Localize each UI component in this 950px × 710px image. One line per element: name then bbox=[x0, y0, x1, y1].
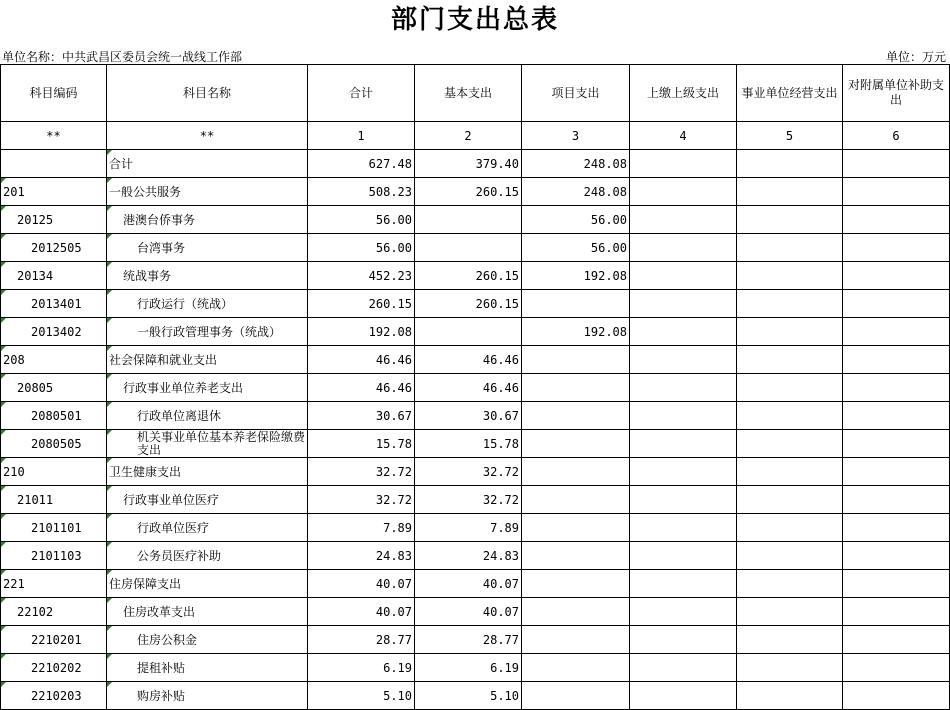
cell-marker-icon bbox=[1, 542, 6, 547]
cell-marker-icon bbox=[1, 654, 6, 659]
cell-marker-icon bbox=[1, 598, 6, 603]
cell-marker-icon bbox=[1, 486, 6, 491]
row-basic: 260.15 bbox=[415, 262, 522, 290]
row-total: 452.23 bbox=[308, 262, 415, 290]
row-total: 5.10 bbox=[308, 682, 415, 710]
row-name: 行政单位医疗 bbox=[107, 514, 308, 542]
index-cell: ** bbox=[1, 122, 107, 150]
table-row bbox=[1, 206, 950, 234]
row-code: 20134 bbox=[1, 262, 107, 290]
row-project bbox=[522, 486, 630, 514]
row-remit bbox=[630, 654, 737, 682]
row-operation bbox=[737, 178, 843, 206]
cell-marker-icon bbox=[107, 542, 112, 547]
row-subsidy bbox=[843, 150, 950, 178]
row-subsidy bbox=[843, 486, 950, 514]
row-name: 公务员医疗补助 bbox=[107, 542, 308, 570]
row-name: 行政事业单位医疗 bbox=[107, 486, 308, 514]
row-code: 2101101 bbox=[1, 514, 107, 542]
cell-marker-icon bbox=[107, 374, 112, 379]
row-project bbox=[522, 598, 630, 626]
row-remit bbox=[630, 374, 737, 402]
row-remit bbox=[630, 626, 737, 654]
row-operation bbox=[737, 318, 843, 346]
cell-marker-icon bbox=[107, 654, 112, 659]
table-body bbox=[1, 150, 950, 710]
cell-marker-icon bbox=[107, 570, 112, 575]
table-row bbox=[1, 430, 950, 458]
row-remit bbox=[630, 598, 737, 626]
cell-marker-icon bbox=[107, 458, 112, 463]
row-code: 2210203 bbox=[1, 682, 107, 710]
row-remit bbox=[630, 150, 737, 178]
cell-marker-icon bbox=[1, 682, 6, 687]
row-code: 2013402 bbox=[1, 318, 107, 346]
row-project bbox=[522, 346, 630, 374]
unit-label: 单位：万元 bbox=[885, 50, 946, 64]
cell-marker-icon bbox=[1, 570, 6, 575]
cell-marker-icon bbox=[1, 514, 6, 519]
table-row bbox=[1, 542, 950, 570]
header-code: 科目编码 bbox=[1, 65, 107, 122]
row-code: 22102 bbox=[1, 598, 107, 626]
row-name: 提租补贴 bbox=[107, 654, 308, 682]
row-remit bbox=[630, 486, 737, 514]
row-project: 56.00 bbox=[522, 234, 630, 262]
row-subsidy bbox=[843, 346, 950, 374]
row-total: 40.07 bbox=[308, 570, 415, 598]
row-remit bbox=[630, 346, 737, 374]
row-subsidy bbox=[843, 262, 950, 290]
row-code bbox=[1, 150, 107, 178]
row-subsidy bbox=[843, 542, 950, 570]
row-total: 28.77 bbox=[308, 626, 415, 654]
row-subsidy bbox=[843, 570, 950, 598]
cell-marker-icon bbox=[107, 682, 112, 687]
row-project: 56.00 bbox=[522, 206, 630, 234]
header-subsidy: 对附属单位补助支出 bbox=[843, 65, 950, 122]
row-project bbox=[522, 682, 630, 710]
index-cell: 4 bbox=[630, 122, 737, 150]
row-project bbox=[522, 290, 630, 318]
row-operation bbox=[737, 150, 843, 178]
row-code: 21011 bbox=[1, 486, 107, 514]
cell-marker-icon bbox=[1, 290, 6, 295]
row-basic bbox=[415, 318, 522, 346]
cell-marker-icon bbox=[107, 486, 112, 491]
table-row bbox=[1, 178, 950, 206]
header-name: 科目名称 bbox=[107, 65, 308, 122]
cell-marker-icon bbox=[107, 514, 112, 519]
table-row bbox=[1, 654, 950, 682]
row-basic: 40.07 bbox=[415, 570, 522, 598]
cell-marker-icon bbox=[107, 402, 112, 407]
row-remit bbox=[630, 542, 737, 570]
row-operation bbox=[737, 626, 843, 654]
row-basic: 30.67 bbox=[415, 402, 522, 430]
row-code: 20125 bbox=[1, 206, 107, 234]
row-remit bbox=[630, 430, 737, 458]
row-project: 248.08 bbox=[522, 150, 630, 178]
row-remit bbox=[630, 234, 737, 262]
row-remit bbox=[630, 458, 737, 486]
row-subsidy bbox=[843, 682, 950, 710]
row-basic: 32.72 bbox=[415, 458, 522, 486]
cell-marker-icon bbox=[107, 262, 112, 267]
row-remit bbox=[630, 206, 737, 234]
row-basic: 32.72 bbox=[415, 486, 522, 514]
row-name: 行政事业单位养老支出 bbox=[107, 374, 308, 402]
cell-marker-icon bbox=[107, 206, 112, 211]
row-remit bbox=[630, 514, 737, 542]
row-name: 卫生健康支出 bbox=[107, 458, 308, 486]
cell-marker-icon bbox=[107, 234, 112, 239]
row-subsidy bbox=[843, 374, 950, 402]
cell-marker-icon bbox=[1, 318, 6, 323]
row-name: 社会保障和就业支出 bbox=[107, 346, 308, 374]
row-code: 201 bbox=[1, 178, 107, 206]
row-basic: 15.78 bbox=[415, 430, 522, 458]
row-basic: 28.77 bbox=[415, 626, 522, 654]
header-row bbox=[1, 65, 950, 122]
row-total: 40.07 bbox=[308, 598, 415, 626]
row-project: 192.08 bbox=[522, 262, 630, 290]
row-code: 2210201 bbox=[1, 626, 107, 654]
row-remit bbox=[630, 570, 737, 598]
cell-marker-icon bbox=[107, 290, 112, 295]
expenditure-table bbox=[0, 64, 950, 710]
row-total: 15.78 bbox=[308, 430, 415, 458]
row-project bbox=[522, 626, 630, 654]
table-row bbox=[1, 318, 950, 346]
index-cell: 3 bbox=[522, 122, 630, 150]
row-subsidy bbox=[843, 626, 950, 654]
cell-marker-icon bbox=[107, 150, 112, 155]
row-subsidy bbox=[843, 206, 950, 234]
row-basic bbox=[415, 234, 522, 262]
row-project bbox=[522, 458, 630, 486]
row-operation bbox=[737, 598, 843, 626]
cell-marker-icon bbox=[107, 430, 112, 435]
row-remit bbox=[630, 402, 737, 430]
row-operation bbox=[737, 654, 843, 682]
cell-marker-icon bbox=[1, 234, 6, 239]
row-operation bbox=[737, 570, 843, 598]
cell-marker-icon bbox=[1, 178, 6, 183]
cell-marker-icon bbox=[1, 206, 6, 211]
cell-marker-icon bbox=[107, 598, 112, 603]
row-project: 192.08 bbox=[522, 318, 630, 346]
row-basic: 7.89 bbox=[415, 514, 522, 542]
row-project bbox=[522, 654, 630, 682]
cell-marker-icon bbox=[1, 374, 6, 379]
index-cell: 5 bbox=[737, 122, 843, 150]
row-subsidy bbox=[843, 458, 950, 486]
row-name: 统战事务 bbox=[107, 262, 308, 290]
row-total: 32.72 bbox=[308, 486, 415, 514]
cell-marker-icon bbox=[107, 346, 112, 351]
row-subsidy bbox=[843, 654, 950, 682]
row-name: 行政运行（统战） bbox=[107, 290, 308, 318]
row-total: 56.00 bbox=[308, 234, 415, 262]
table-row bbox=[1, 682, 950, 710]
table-row bbox=[1, 234, 950, 262]
row-operation bbox=[737, 262, 843, 290]
table-row bbox=[1, 150, 950, 178]
row-total: 192.08 bbox=[308, 318, 415, 346]
row-name: 住房改革支出 bbox=[107, 598, 308, 626]
cell-marker-icon bbox=[1, 262, 6, 267]
header-remit: 上缴上级支出 bbox=[630, 65, 737, 122]
unit-name: 单位名称：中共武昌区委员会统一战线工作部 bbox=[2, 50, 243, 64]
row-code: 221 bbox=[1, 570, 107, 598]
cell-marker-icon bbox=[107, 318, 112, 323]
row-basic: 24.83 bbox=[415, 542, 522, 570]
row-code: 2210202 bbox=[1, 654, 107, 682]
row-project bbox=[522, 374, 630, 402]
row-total: 627.48 bbox=[308, 150, 415, 178]
row-total: 508.23 bbox=[308, 178, 415, 206]
row-total: 30.67 bbox=[308, 402, 415, 430]
row-code: 2080505 bbox=[1, 430, 107, 458]
row-operation bbox=[737, 458, 843, 486]
cell-marker-icon bbox=[1, 430, 6, 435]
row-total: 56.00 bbox=[308, 206, 415, 234]
table-row bbox=[1, 486, 950, 514]
row-operation bbox=[737, 290, 843, 318]
row-remit bbox=[630, 318, 737, 346]
row-basic: 46.46 bbox=[415, 346, 522, 374]
row-subsidy bbox=[843, 290, 950, 318]
row-total: 7.89 bbox=[308, 514, 415, 542]
row-name: 台湾事务 bbox=[107, 234, 308, 262]
row-name: 住房保障支出 bbox=[107, 570, 308, 598]
row-total: 260.15 bbox=[308, 290, 415, 318]
table-row bbox=[1, 290, 950, 318]
row-code: 2080501 bbox=[1, 402, 107, 430]
index-cell: ** bbox=[107, 122, 308, 150]
row-operation bbox=[737, 374, 843, 402]
row-code: 2101103 bbox=[1, 542, 107, 570]
row-basic: 6.19 bbox=[415, 654, 522, 682]
row-remit bbox=[630, 290, 737, 318]
row-project bbox=[522, 402, 630, 430]
index-cell: 1 bbox=[308, 122, 415, 150]
row-name: 机关事业单位基本养老保险缴费支出 bbox=[107, 430, 308, 458]
row-code: 2013401 bbox=[1, 290, 107, 318]
row-total: 6.19 bbox=[308, 654, 415, 682]
row-subsidy bbox=[843, 598, 950, 626]
row-project: 248.08 bbox=[522, 178, 630, 206]
header-project: 项目支出 bbox=[522, 65, 630, 122]
row-basic: 5.10 bbox=[415, 682, 522, 710]
header-operation: 事业单位经营支出 bbox=[737, 65, 843, 122]
cell-marker-icon bbox=[1, 346, 6, 351]
row-operation bbox=[737, 542, 843, 570]
row-subsidy bbox=[843, 178, 950, 206]
index-row bbox=[1, 122, 950, 150]
row-subsidy bbox=[843, 318, 950, 346]
row-operation bbox=[737, 346, 843, 374]
row-name: 一般行政管理事务（统战） bbox=[107, 318, 308, 346]
index-cell: 6 bbox=[843, 122, 950, 150]
page-title: 部门支出总表 bbox=[390, 5, 559, 35]
row-total: 24.83 bbox=[308, 542, 415, 570]
table-row bbox=[1, 458, 950, 486]
cell-marker-icon bbox=[1, 402, 6, 407]
row-code: 208 bbox=[1, 346, 107, 374]
cell-marker-icon bbox=[107, 178, 112, 183]
table-row bbox=[1, 402, 950, 430]
header-basic: 基本支出 bbox=[415, 65, 522, 122]
row-name: 行政单位离退休 bbox=[107, 402, 308, 430]
row-total: 46.46 bbox=[308, 346, 415, 374]
row-subsidy bbox=[843, 514, 950, 542]
row-basic: 260.15 bbox=[415, 290, 522, 318]
row-basic bbox=[415, 206, 522, 234]
table-row bbox=[1, 570, 950, 598]
row-remit bbox=[630, 178, 737, 206]
row-subsidy bbox=[843, 402, 950, 430]
cell-marker-icon bbox=[1, 626, 6, 631]
table-row bbox=[1, 514, 950, 542]
row-code: 2012505 bbox=[1, 234, 107, 262]
row-operation bbox=[737, 430, 843, 458]
row-total: 32.72 bbox=[308, 458, 415, 486]
row-subsidy bbox=[843, 234, 950, 262]
row-total: 46.46 bbox=[308, 374, 415, 402]
index-cell: 2 bbox=[415, 122, 522, 150]
row-project bbox=[522, 570, 630, 598]
table-row bbox=[1, 626, 950, 654]
row-operation bbox=[737, 682, 843, 710]
table-row bbox=[1, 346, 950, 374]
row-operation bbox=[737, 514, 843, 542]
row-name: 住房公积金 bbox=[107, 626, 308, 654]
cell-marker-icon bbox=[1, 458, 6, 463]
row-code: 20805 bbox=[1, 374, 107, 402]
cell-marker-icon bbox=[107, 626, 112, 631]
table-row bbox=[1, 262, 950, 290]
row-subsidy bbox=[843, 430, 950, 458]
row-project bbox=[522, 514, 630, 542]
row-operation bbox=[737, 206, 843, 234]
row-project bbox=[522, 542, 630, 570]
row-basic: 260.15 bbox=[415, 178, 522, 206]
row-remit bbox=[630, 682, 737, 710]
row-basic: 379.40 bbox=[415, 150, 522, 178]
header-total: 合计 bbox=[308, 65, 415, 122]
row-name: 购房补贴 bbox=[107, 682, 308, 710]
row-name: 一般公共服务 bbox=[107, 178, 308, 206]
row-code: 210 bbox=[1, 458, 107, 486]
row-remit bbox=[630, 262, 737, 290]
row-name: 港澳台侨事务 bbox=[107, 206, 308, 234]
row-operation bbox=[737, 402, 843, 430]
row-basic: 40.07 bbox=[415, 598, 522, 626]
table-row bbox=[1, 374, 950, 402]
row-name: 合计 bbox=[107, 150, 308, 178]
table-row bbox=[1, 598, 950, 626]
row-project bbox=[522, 430, 630, 458]
row-basic: 46.46 bbox=[415, 374, 522, 402]
row-operation bbox=[737, 486, 843, 514]
row-operation bbox=[737, 234, 843, 262]
